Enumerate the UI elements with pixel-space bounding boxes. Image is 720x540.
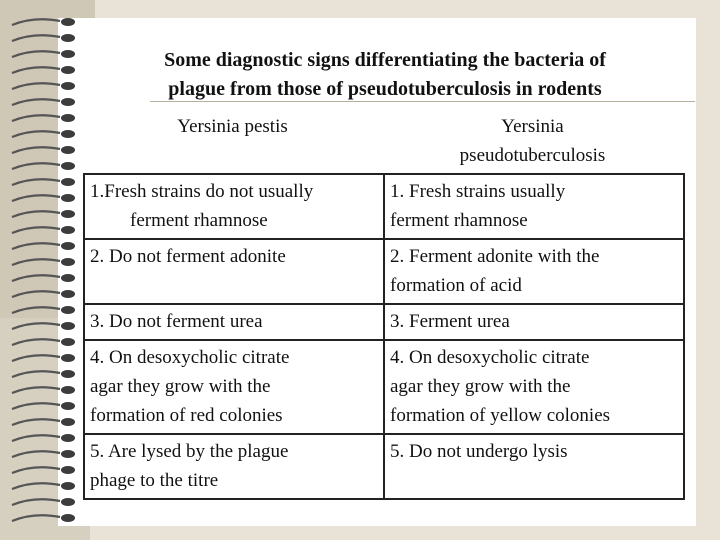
title-line-2: plague from those of pseudotuberculosis in rodents bbox=[168, 78, 602, 100]
coil-wire bbox=[12, 435, 60, 441]
coil-wire bbox=[12, 499, 60, 505]
cell-line: 1.Fresh strains do not usually bbox=[90, 181, 314, 202]
table-row bbox=[84, 340, 684, 434]
coil-wire bbox=[12, 339, 60, 345]
column-header-yersinia-pestis: Yersinia pestis bbox=[177, 116, 288, 137]
coil-hole bbox=[61, 338, 75, 346]
coil-wire bbox=[12, 195, 60, 201]
coil-hole bbox=[61, 18, 75, 26]
coil-wire bbox=[12, 483, 60, 489]
table-cell-pestis bbox=[84, 174, 384, 239]
cell-line: 2. Do not ferment adonite bbox=[90, 246, 286, 267]
cell-line: ferment rhamnose bbox=[130, 210, 268, 231]
cell-line: formation of yellow colonies bbox=[390, 405, 611, 426]
coil-hole bbox=[61, 34, 75, 42]
table-cell-pseudotuberculosis bbox=[384, 304, 684, 340]
coil-wire bbox=[12, 419, 60, 425]
coil-wire bbox=[12, 243, 60, 249]
table-cell-pestis bbox=[84, 239, 384, 304]
coil-wire bbox=[12, 323, 60, 329]
coil-wire bbox=[12, 259, 60, 265]
coil-hole bbox=[61, 210, 75, 218]
coil-wire bbox=[12, 227, 60, 233]
coil-hole bbox=[61, 434, 75, 442]
coil-wire bbox=[12, 83, 60, 89]
table-row bbox=[84, 304, 684, 340]
coil-wire bbox=[12, 403, 60, 409]
table-cell-pseudotuberculosis bbox=[384, 174, 684, 239]
cell-line: 4. On desoxycholic citrate bbox=[90, 347, 290, 368]
coil-wire bbox=[12, 179, 60, 185]
coil-wire bbox=[12, 147, 60, 153]
coil-hole bbox=[61, 354, 75, 362]
coil-wire bbox=[12, 131, 60, 137]
column-header-right-line-1: Yersinia bbox=[501, 116, 564, 137]
title-line-1: Some diagnostic signs differentiating the bacteria of bbox=[164, 49, 606, 71]
coil-wire bbox=[12, 35, 60, 41]
cell-line: 5. Do not undergo lysis bbox=[390, 441, 568, 462]
coil-wire bbox=[12, 515, 60, 521]
coil-wire bbox=[12, 467, 60, 473]
cell-line: agar they grow with the bbox=[90, 376, 271, 397]
coil-hole bbox=[61, 274, 75, 282]
coil-wire bbox=[12, 19, 60, 25]
coil-wire bbox=[12, 291, 60, 297]
slide-title bbox=[85, 46, 685, 104]
coil-hole bbox=[61, 162, 75, 170]
spiral-binding-icon bbox=[8, 14, 84, 530]
coil-hole bbox=[61, 226, 75, 234]
coil-hole bbox=[61, 82, 75, 90]
coil-hole bbox=[61, 514, 75, 522]
table-row bbox=[84, 174, 684, 239]
table-cell-pestis bbox=[84, 340, 384, 434]
coil-hole bbox=[61, 290, 75, 298]
table-row bbox=[84, 239, 684, 304]
coil-wire bbox=[12, 51, 60, 57]
coil-wire bbox=[12, 451, 60, 457]
coil-wire bbox=[12, 211, 60, 217]
cell-line: phage to the titre bbox=[90, 470, 219, 491]
cell-line: 2. Ferment adonite with the bbox=[390, 246, 600, 267]
coil-hole bbox=[61, 178, 75, 186]
coil-wire bbox=[12, 307, 60, 313]
coil-hole bbox=[61, 386, 75, 394]
cell-line: 1. Fresh strains usually bbox=[390, 181, 566, 202]
table-cell-pestis bbox=[84, 434, 384, 499]
cell-line: formation of red colonies bbox=[90, 405, 283, 426]
coil-hole bbox=[61, 50, 75, 58]
coil-hole bbox=[61, 450, 75, 458]
coil-hole bbox=[61, 322, 75, 330]
coil-wire bbox=[12, 115, 60, 121]
title-divider bbox=[150, 101, 695, 102]
coil-hole bbox=[61, 242, 75, 250]
cell-line: ferment rhamnose bbox=[390, 210, 528, 231]
coil-hole bbox=[61, 98, 75, 106]
coil-hole bbox=[61, 402, 75, 410]
cell-line: 3. Do not ferment urea bbox=[90, 311, 263, 332]
cell-line: formation of acid bbox=[390, 275, 522, 296]
coil-wire bbox=[12, 99, 60, 105]
coil-hole bbox=[61, 466, 75, 474]
coil-hole bbox=[61, 130, 75, 138]
coil-wire bbox=[12, 387, 60, 393]
coil-wire bbox=[12, 67, 60, 73]
table-cell-pseudotuberculosis bbox=[384, 239, 684, 304]
column-header-right-line-2: pseudotuberculosis bbox=[459, 145, 606, 166]
comparison-table bbox=[83, 173, 685, 500]
coil-hole bbox=[61, 306, 75, 314]
column-header-yersinia-pseudotuberculosis bbox=[400, 112, 665, 170]
table-row bbox=[84, 434, 684, 499]
coil-wire bbox=[12, 371, 60, 377]
coil-hole bbox=[61, 66, 75, 74]
table-cell-pseudotuberculosis bbox=[384, 434, 684, 499]
table-cell-pestis bbox=[84, 304, 384, 340]
coil-wire bbox=[12, 163, 60, 169]
coil-hole bbox=[61, 258, 75, 266]
coil-hole bbox=[61, 370, 75, 378]
coil-hole bbox=[61, 482, 75, 490]
cell-line: 5. Are lysed by the plague bbox=[90, 441, 289, 462]
cell-line: agar they grow with the bbox=[390, 376, 571, 397]
coil-hole bbox=[61, 194, 75, 202]
table-cell-pseudotuberculosis bbox=[384, 340, 684, 434]
coil-hole bbox=[61, 146, 75, 154]
coil-hole bbox=[61, 114, 75, 122]
cell-line: 4. On desoxycholic citrate bbox=[390, 347, 590, 368]
cell-line: 3. Ferment urea bbox=[390, 311, 510, 332]
coil-wire bbox=[12, 355, 60, 361]
coil-wire bbox=[12, 275, 60, 281]
coil-hole bbox=[61, 498, 75, 506]
coil-hole bbox=[61, 418, 75, 426]
